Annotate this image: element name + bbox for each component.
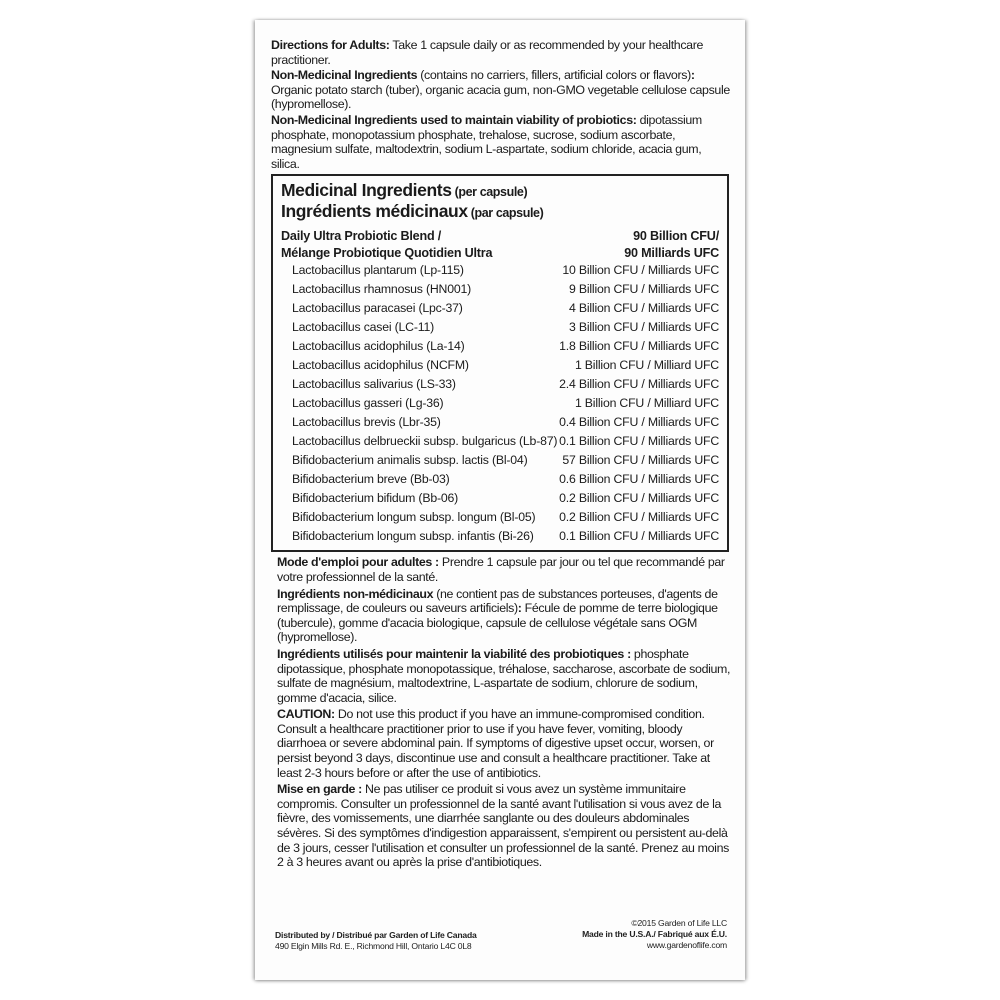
french-section: [271, 555, 731, 869]
viability-fr-text: phosphate dipotassique, phosphate monopotassique, tréhalose, saccharose, ascorbate de sodium, sulfate de magnésium, maltodextrine, L-aspartate de sodium, chlorure de sodium, gomme d'acacia, silice.: [277, 646, 731, 705]
medicinal-ingredients-box: [271, 174, 729, 552]
ingredient-amount: 57 Billion CFU / Milliards UFC: [562, 453, 719, 468]
caution-en-label: CAUTION:: [277, 707, 335, 722]
ingredient-row: [281, 508, 719, 527]
caution-en-text: Do not use this product if you have an immune-compromised condition. Consult a healthcare practitioner prior to use if you have fever, vomiting, bloody diarrhoea or severe abdominal pain. If symptoms of digestive upset occur, worsen, or persist beyond 3 days, discontinue use and consult a healthcare practitioner. Take at least 2-3 hours before or after the use of antibiotics.: [277, 707, 714, 780]
ingredient-amount: 0.6 Billion CFU / Milliards UFC: [559, 472, 719, 487]
ingredient-amount: 0.2 Billion CFU / Milliards UFC: [559, 491, 719, 506]
ingredient-amount: 1 Billion CFU / Milliard UFC: [574, 358, 719, 373]
nonmed-en-text: Organic potato starch (tuber), organic acacia gum, non-GMO vegetable cellulose capsule (hypromellose).: [271, 82, 730, 112]
ingredient-name: Lactobacillus brevis (Lbr-35): [292, 415, 441, 430]
ingredient-row: [281, 489, 719, 508]
nonmed-en-note: (contains no carriers, fillers, artificial colors or flavors): [417, 68, 691, 83]
ingredient-name: Lactobacillus casei (LC-11): [292, 320, 435, 335]
viability-fr-label: Ingrédients utilisés pour maintenir la viabilité des probiotiques :: [277, 646, 631, 661]
medicinal-title-fr: [281, 202, 719, 223]
caution-fr-text: Ne pas utiliser ce produit si vous avez un système immunitaire compromis. Consulter un professionnel de la santé avant l'utilisation si vous avez de la fièvre, des vomissements, une diarrhée sanglante ou des douleurs abdominales sévères. Si des symptômes d'indigestion apparaissent, s'empirent ou persistent au-delà de 3 jours, cesser l'utilisation et consulter un professionnel de la santé. Prenez au moins 2 à 3 heures avant ou après la prise d'antibiotiques.: [277, 782, 729, 870]
ingredient-amount: 1.8 Billion CFU / Milliards UFC: [559, 339, 719, 354]
nonmed-fr-note: (ne contient pas de substances porteuses, d'agents de remplissage, de couleurs ou saveurs artificiels): [277, 586, 718, 616]
ingredient-row: [281, 432, 719, 451]
copyright: ©2015 Garden of Life LLC: [631, 918, 727, 928]
ingredient-row: [281, 451, 719, 470]
nonmed-fr-colon: :: [517, 601, 522, 616]
directions-en-label: Directions for Adults:: [271, 38, 390, 52]
ingredient-amount: 10 Billion CFU / Milliards UFC: [562, 263, 719, 278]
ingredient-row: [281, 413, 719, 432]
ingredient-amount: 3 Billion CFU / Milliards UFC: [569, 320, 719, 335]
ingredient-name: Bifidobacterium breve (Bb-03): [292, 472, 450, 487]
ingredient-name: Bifidobacterium bifidum (Bb-06): [292, 491, 459, 506]
nonmed-fr-label: Ingrédients non-médicinaux: [277, 586, 434, 601]
blend-row-en: [281, 228, 719, 244]
ingredient-row: [281, 280, 719, 299]
manufacturer-info: [582, 918, 727, 951]
website: www.gardenoflife.com: [646, 940, 727, 950]
ingredient-row: [281, 375, 719, 394]
distributor-info: [275, 930, 477, 952]
directions-en-text: Take 1 capsule daily or as recommended by your healthcare practitioner.: [271, 38, 704, 67]
made-in: Made in the U.S.A./ Fabriqué aux É.U.: [582, 929, 727, 939]
viability-en: [271, 113, 731, 171]
medicinal-title-en: [281, 181, 719, 202]
ingredient-name: Lactobacillus plantarum (Lp-115): [292, 263, 464, 278]
caution-fr-label: Mise en garde :: [277, 782, 362, 797]
ingredient-name: Bifidobacterium longum subsp. longum (Bl-05): [292, 510, 536, 525]
ingredient-amount: 1 Billion CFU / Milliard UFC: [574, 396, 719, 411]
ingredient-amount: 2.4 Billion CFU / Milliards UFC: [559, 377, 719, 392]
mode-fr: [277, 555, 731, 584]
ingredient-amount: 4 Billion CFU / Milliards UFC: [569, 301, 719, 316]
ingredient-row: [281, 337, 719, 356]
mode-fr-label: Mode d'emploi pour adultes :: [277, 555, 439, 570]
ingredient-amount: 0.1 Billion CFU / Milliards UFC: [559, 529, 719, 544]
mode-fr-text: Prendre 1 capsule par jour ou tel que recommandé par votre professionnel de la santé.: [277, 555, 725, 584]
nonmed-en-colon: :: [690, 68, 695, 83]
ingredient-row: [281, 318, 719, 337]
nonmed-en-label: Non-Medicinal Ingredients: [271, 68, 418, 83]
blend-amount-en: 90 Billion CFU/: [633, 229, 719, 244]
ingredient-row: [281, 261, 719, 280]
distributor-address: 490 Elgin Mills Rd. E., Richmond Hill, Ontario L4C 0L8: [275, 941, 472, 951]
ingredient-name: Lactobacillus gasseri (Lg-36): [292, 396, 444, 411]
ingredient-list: [281, 261, 719, 546]
nonmed-fr: [277, 587, 731, 645]
ingredient-amount: 0.4 Billion CFU / Milliards UFC: [559, 415, 719, 430]
caution-en: [277, 707, 731, 780]
ingredient-name: Lactobacillus delbrueckii subsp. bulgaricus (Lb-87): [292, 434, 558, 449]
blend-name-fr: Mélange Probiotique Quotidien Ultra: [281, 246, 493, 261]
ingredient-name: Lactobacillus salivarius (LS-33): [292, 377, 456, 392]
nonmed-en: [271, 68, 731, 112]
viability-fr: [277, 647, 731, 705]
ingredient-name: Lactobacillus paracasei (Lpc-37): [292, 301, 463, 316]
ingredient-row: [281, 299, 719, 318]
viability-en-label: Non-Medicinal Ingredients used to maintain viability of probiotics:: [271, 112, 637, 127]
medicinal-title-en-sub: (per capsule): [451, 185, 528, 200]
blend-amount-fr: 90 Milliards UFC: [624, 246, 719, 261]
blend-name-en: Daily Ultra Probiotic Blend /: [281, 229, 442, 244]
label-panel: [255, 20, 745, 980]
ingredient-row: [281, 394, 719, 413]
ingredient-amount: 9 Billion CFU / Milliards UFC: [569, 282, 719, 297]
blend-row-fr: [281, 245, 719, 261]
label-content: [271, 38, 731, 871]
medicinal-title-fr-sub: (par capsule): [467, 206, 544, 221]
distributed-by: Distributed by / Distribué par Garden of Life Canada: [275, 930, 477, 940]
medicinal-title-en-main: Medicinal Ingredients: [281, 180, 452, 201]
ingredient-amount: 0.1 Billion CFU / Milliards UFC: [559, 434, 719, 449]
ingredient-row: [281, 470, 719, 489]
viability-en-text: dipotassium phosphate, monopotassium phosphate, trehalose, sucrose, sodium ascorbate, magnesium sulfate, maltodextrin, sodium L-aspartate, sodium chloride, acacia gum, silica.: [271, 112, 702, 171]
medicinal-title-fr-main: Ingrédients médicinaux: [281, 201, 468, 222]
ingredient-name: Lactobacillus acidophilus (La-14): [292, 339, 465, 354]
ingredient-name: Bifidobacterium longum subsp. infantis (Bi-26): [292, 529, 534, 544]
ingredient-amount: 0.2 Billion CFU / Milliards UFC: [559, 510, 719, 525]
ingredient-row: [281, 527, 719, 546]
ingredient-name: Bifidobacterium animalis subsp. lactis (Bl-04): [292, 453, 528, 468]
ingredient-name: Lactobacillus acidophilus (NCFM): [292, 358, 469, 373]
ingredient-row: [281, 356, 719, 375]
ingredient-name: Lactobacillus rhamnosus (HN001): [292, 282, 472, 297]
caution-fr: [277, 782, 731, 870]
nonmed-fr-text: Fécule de pomme de terre biologique (tubercule), gomme d'acacia biologique, capsule de cellulose végétale sans OGM (hypromellose).: [277, 601, 718, 645]
directions-en: [271, 38, 731, 67]
